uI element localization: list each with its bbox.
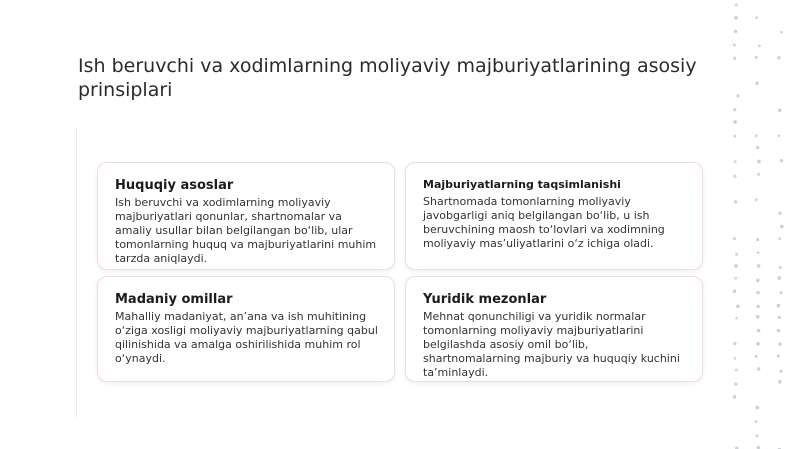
card-heading: Huquqiy asoslar — [115, 178, 234, 193]
decorative-dot — [758, 45, 761, 48]
decorative-dot — [755, 82, 759, 86]
decorative-dot — [756, 279, 760, 283]
decorative-dot — [755, 16, 758, 19]
decorative-dot-pattern — [728, 0, 790, 449]
decorative-dot — [755, 406, 759, 410]
decorative-dot — [780, 31, 783, 34]
decorative-dot — [735, 3, 738, 6]
decorative-dot — [757, 367, 760, 370]
decorative-dot — [733, 395, 737, 399]
card-body: Shartnomada tomonlarning moliyaviy javobgarligi aniq belgilangan bo‘lib, u ish beruvchining maosh to‘lovlari va xodimning moliyaviy mas’uliyatlarini o‘z ichiga oladi. — [423, 195, 665, 250]
decorative-dot — [756, 305, 759, 308]
decorative-dot — [733, 290, 737, 294]
decorative-dot — [755, 355, 758, 358]
decorative-dot — [777, 276, 781, 280]
decorative-dot — [755, 198, 758, 201]
decorative-dot — [733, 57, 736, 60]
decorative-dot — [734, 30, 738, 34]
decorative-dot — [756, 238, 759, 241]
card-body: Mehnat qonunchiligi va yuridik normalar tomonlarning moliyaviy majburiyatlarini belgilashda asosiy omil bo‘lib, shartnomalarning majburiy va huquqiy kuchini ta’minlaydi. — [423, 310, 680, 379]
slide-title: Ish beruvchi va xodimlarning moliyaviy majburiyatlarining asosiy prinsiplari — [78, 55, 697, 101]
card-yuridik-mezonlar — [405, 276, 703, 382]
decorative-dot — [757, 160, 761, 164]
decorative-dot — [735, 317, 738, 320]
decorative-dot — [779, 370, 782, 373]
decorative-dot — [755, 420, 758, 423]
vertical-divider — [76, 128, 77, 418]
decorative-dot — [777, 329, 781, 333]
decorative-dot — [778, 212, 781, 215]
decorative-dot — [734, 357, 737, 360]
decorative-dot — [755, 56, 758, 59]
decorative-dot — [779, 266, 782, 269]
decorative-dot — [734, 382, 737, 385]
card-heading: Majburiyatlarning taqsimlanishi — [423, 178, 621, 191]
decorative-dot — [733, 342, 736, 345]
decorative-dot — [778, 237, 781, 240]
decorative-dot — [757, 264, 761, 268]
decorative-dot — [757, 251, 760, 254]
decorative-dot — [734, 200, 737, 203]
decorative-dot — [755, 434, 758, 437]
decorative-dot — [736, 304, 740, 308]
decorative-dot — [757, 173, 760, 176]
decorative-dot — [735, 368, 738, 371]
decorative-dot — [755, 134, 758, 137]
decorative-dot — [736, 94, 739, 97]
decorative-dot — [733, 120, 737, 124]
decorative-dot — [780, 291, 783, 294]
decorative-dot — [733, 175, 736, 178]
decorative-dot — [757, 329, 761, 333]
card-body: Mahalliy madaniyat, an’ana va ish muhitining o‘ziga xosligi moliyaviy majburiyatlarning qabul qilinishida va amalga oshirilishida muhim rol o‘ynaydi. — [115, 310, 378, 365]
decorative-dot — [734, 16, 738, 20]
decorative-dot — [780, 225, 784, 229]
decorative-dot — [733, 108, 736, 111]
decorative-dot — [777, 354, 780, 357]
card-majburiyatlarning-taqsimlanishi — [405, 162, 703, 270]
card-body: Ish beruvchi va xodimlarning moliyaviy majburiyatlari qonunlar, shartnomalar va amaliy usullar bilan belgilangan bo‘lib, ular tomonlarning huquq va majburiyatlarini muhim tarzda aniqlaydi. — [115, 196, 377, 265]
card-heading: Madaniy omillar — [115, 292, 233, 307]
decorative-dot — [756, 315, 760, 319]
decorative-dot — [778, 316, 781, 319]
decorative-dot — [778, 134, 781, 137]
card-madaniy-omillar — [97, 276, 395, 382]
decorative-dot — [734, 264, 738, 268]
decorative-dot — [756, 291, 760, 295]
decorative-dot — [778, 380, 782, 384]
decorative-dot — [735, 253, 738, 256]
card-heading: Yuridik mezonlar — [423, 292, 547, 307]
decorative-dot — [780, 159, 783, 162]
decorative-dot — [756, 342, 760, 346]
decorative-dot — [778, 342, 781, 345]
decorative-dot — [733, 44, 736, 47]
decorative-dot — [777, 304, 781, 308]
decorative-dot — [733, 135, 736, 138]
decorative-dot — [756, 146, 760, 150]
card-huquqiy-asoslar — [97, 162, 395, 270]
decorative-dot — [734, 277, 737, 280]
decorative-dot — [778, 108, 782, 112]
decorative-dot — [734, 160, 737, 163]
decorative-dot — [777, 56, 780, 59]
decorative-dot — [733, 237, 736, 240]
